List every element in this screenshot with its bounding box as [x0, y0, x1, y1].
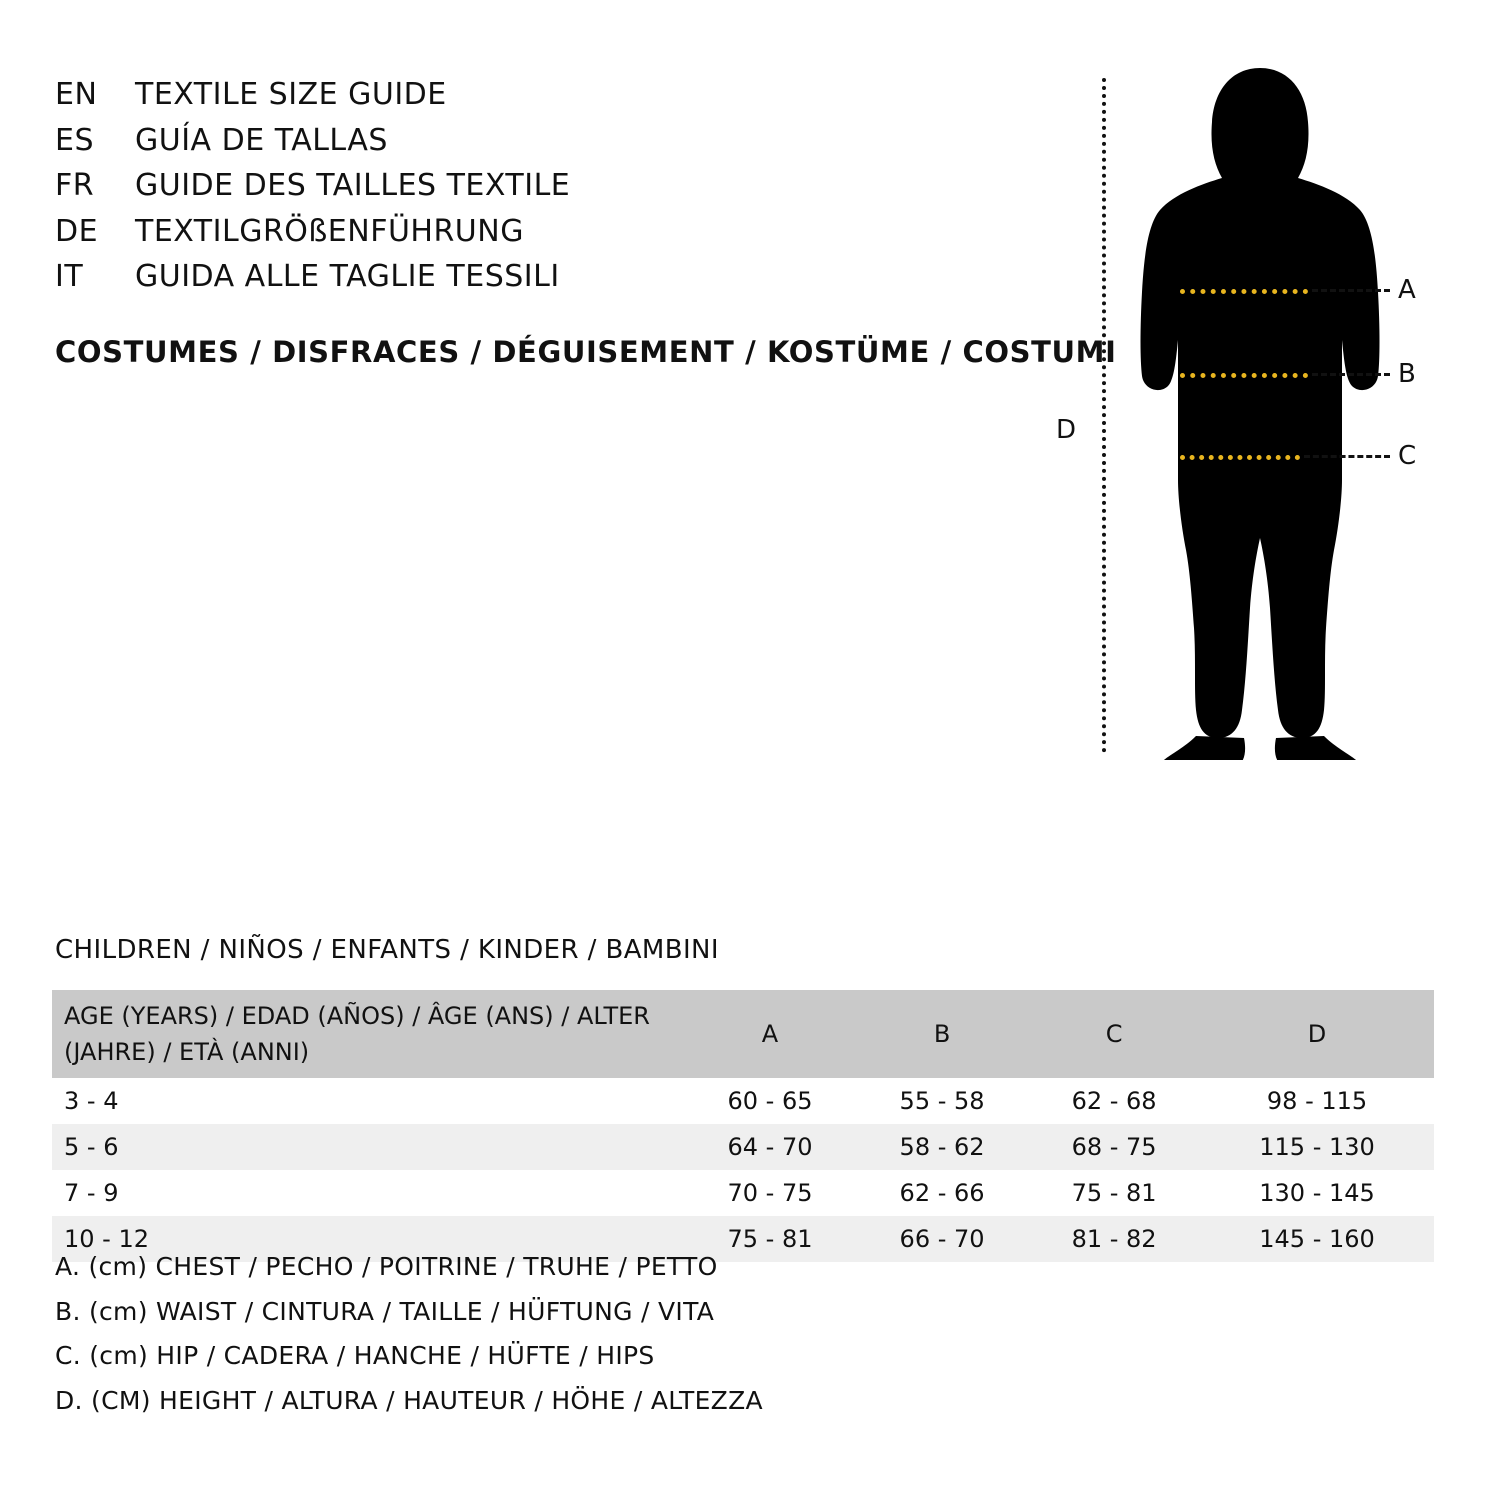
child-silhouette-icon [1120, 60, 1400, 760]
legend-item-height: D. (CM) HEIGHT / ALTURA / HAUTEUR / HÖHE / ALTEZZA [55, 1385, 763, 1415]
cell-c: 75 - 81 [1028, 1170, 1200, 1216]
measurement-legend [55, 1245, 1055, 1423]
cell-b: 66 - 70 [856, 1216, 1028, 1262]
cell-d: 98 - 115 [1200, 1078, 1434, 1124]
column-header-age: AGE (YEARS) / EDAD (AÑOS) / ÂGE (ANS) / ALTER (JAHRE) / ETÀ (ANNI) [52, 990, 684, 1078]
cell-age: 10 - 12 [52, 1216, 684, 1262]
column-header-d: D [1200, 990, 1434, 1078]
cell-c: 68 - 75 [1028, 1124, 1200, 1170]
table-row [52, 1170, 1434, 1216]
height-label: D [1056, 415, 1077, 445]
legend-item-waist: B. (cm) WAIST / CINTURA / TAILLE / HÜFTUNG / VITA [55, 1296, 715, 1326]
table-row [52, 1078, 1434, 1124]
cell-c: 62 - 68 [1028, 1078, 1200, 1124]
language-code: ES [55, 122, 94, 158]
cell-a: 70 - 75 [684, 1170, 856, 1216]
table-title: CHILDREN / NIÑOS / ENFANTS / KINDER / BAMBINI [55, 935, 719, 965]
cell-age: 7 - 9 [52, 1170, 684, 1216]
waist-leader-line [1312, 373, 1390, 376]
chest-leader-line [1312, 289, 1390, 292]
language-row [55, 209, 1035, 255]
language-code: FR [55, 168, 95, 204]
chest-marker-label: A [1398, 275, 1416, 305]
waist-marker-label: B [1398, 359, 1416, 389]
costumes-subtitle: COSTUMES / DISFRACES / DÉGUISEMENT / KOSTÜME / COSTUMI [55, 335, 1117, 369]
language-title: GUIDE DES TAILLES TEXTILE [135, 168, 571, 204]
language-row [55, 72, 1035, 118]
language-code: EN [55, 77, 98, 112]
language-code: IT [55, 259, 84, 295]
cell-b: 62 - 66 [856, 1170, 1028, 1216]
size-figure [1040, 60, 1460, 760]
size-table [52, 990, 1434, 1262]
language-list [55, 72, 1035, 300]
cell-b: 58 - 62 [856, 1124, 1028, 1170]
language-title: GUÍA DE TALLAS [135, 122, 388, 158]
language-title: TEXTILE SIZE GUIDE [135, 77, 447, 112]
hip-marker-label: C [1398, 441, 1417, 471]
cell-age: 3 - 4 [52, 1078, 684, 1124]
language-row [55, 254, 1035, 300]
table-row [52, 1124, 1434, 1170]
cell-a: 64 - 70 [684, 1124, 856, 1170]
language-code: DE [55, 213, 99, 249]
cell-age: 5 - 6 [52, 1124, 684, 1170]
table-header-row [52, 990, 1434, 1078]
cell-a: 60 - 65 [684, 1078, 856, 1124]
legend-item-hip: C. (cm) HIP / CADERA / HANCHE / HÜFTE / HIPS [55, 1341, 655, 1370]
language-title: TEXTILGRÖßENFÜHRUNG [135, 213, 524, 249]
column-header-c: C [1028, 990, 1200, 1078]
language-row [55, 163, 1035, 209]
chest-measure-line [1180, 289, 1308, 294]
height-axis-line [1102, 78, 1106, 753]
column-header-a: A [684, 990, 856, 1078]
cell-b: 55 - 58 [856, 1078, 1028, 1124]
hip-leader-line [1304, 455, 1390, 458]
waist-measure-line [1180, 373, 1308, 378]
legend-item-chest: A. (cm) CHEST / PECHO / POITRINE / TRUHE / PETTO [55, 1252, 718, 1281]
column-header-b: B [856, 990, 1028, 1078]
cell-c: 81 - 82 [1028, 1216, 1200, 1262]
cell-d: 130 - 145 [1200, 1170, 1434, 1216]
cell-d: 115 - 130 [1200, 1124, 1434, 1170]
hip-measure-line [1180, 455, 1300, 460]
language-row [55, 118, 1035, 164]
cell-a: 75 - 81 [684, 1216, 856, 1262]
language-title: GUIDA ALLE TAGLIE TESSILI [135, 259, 560, 295]
cell-d: 145 - 160 [1200, 1216, 1434, 1262]
